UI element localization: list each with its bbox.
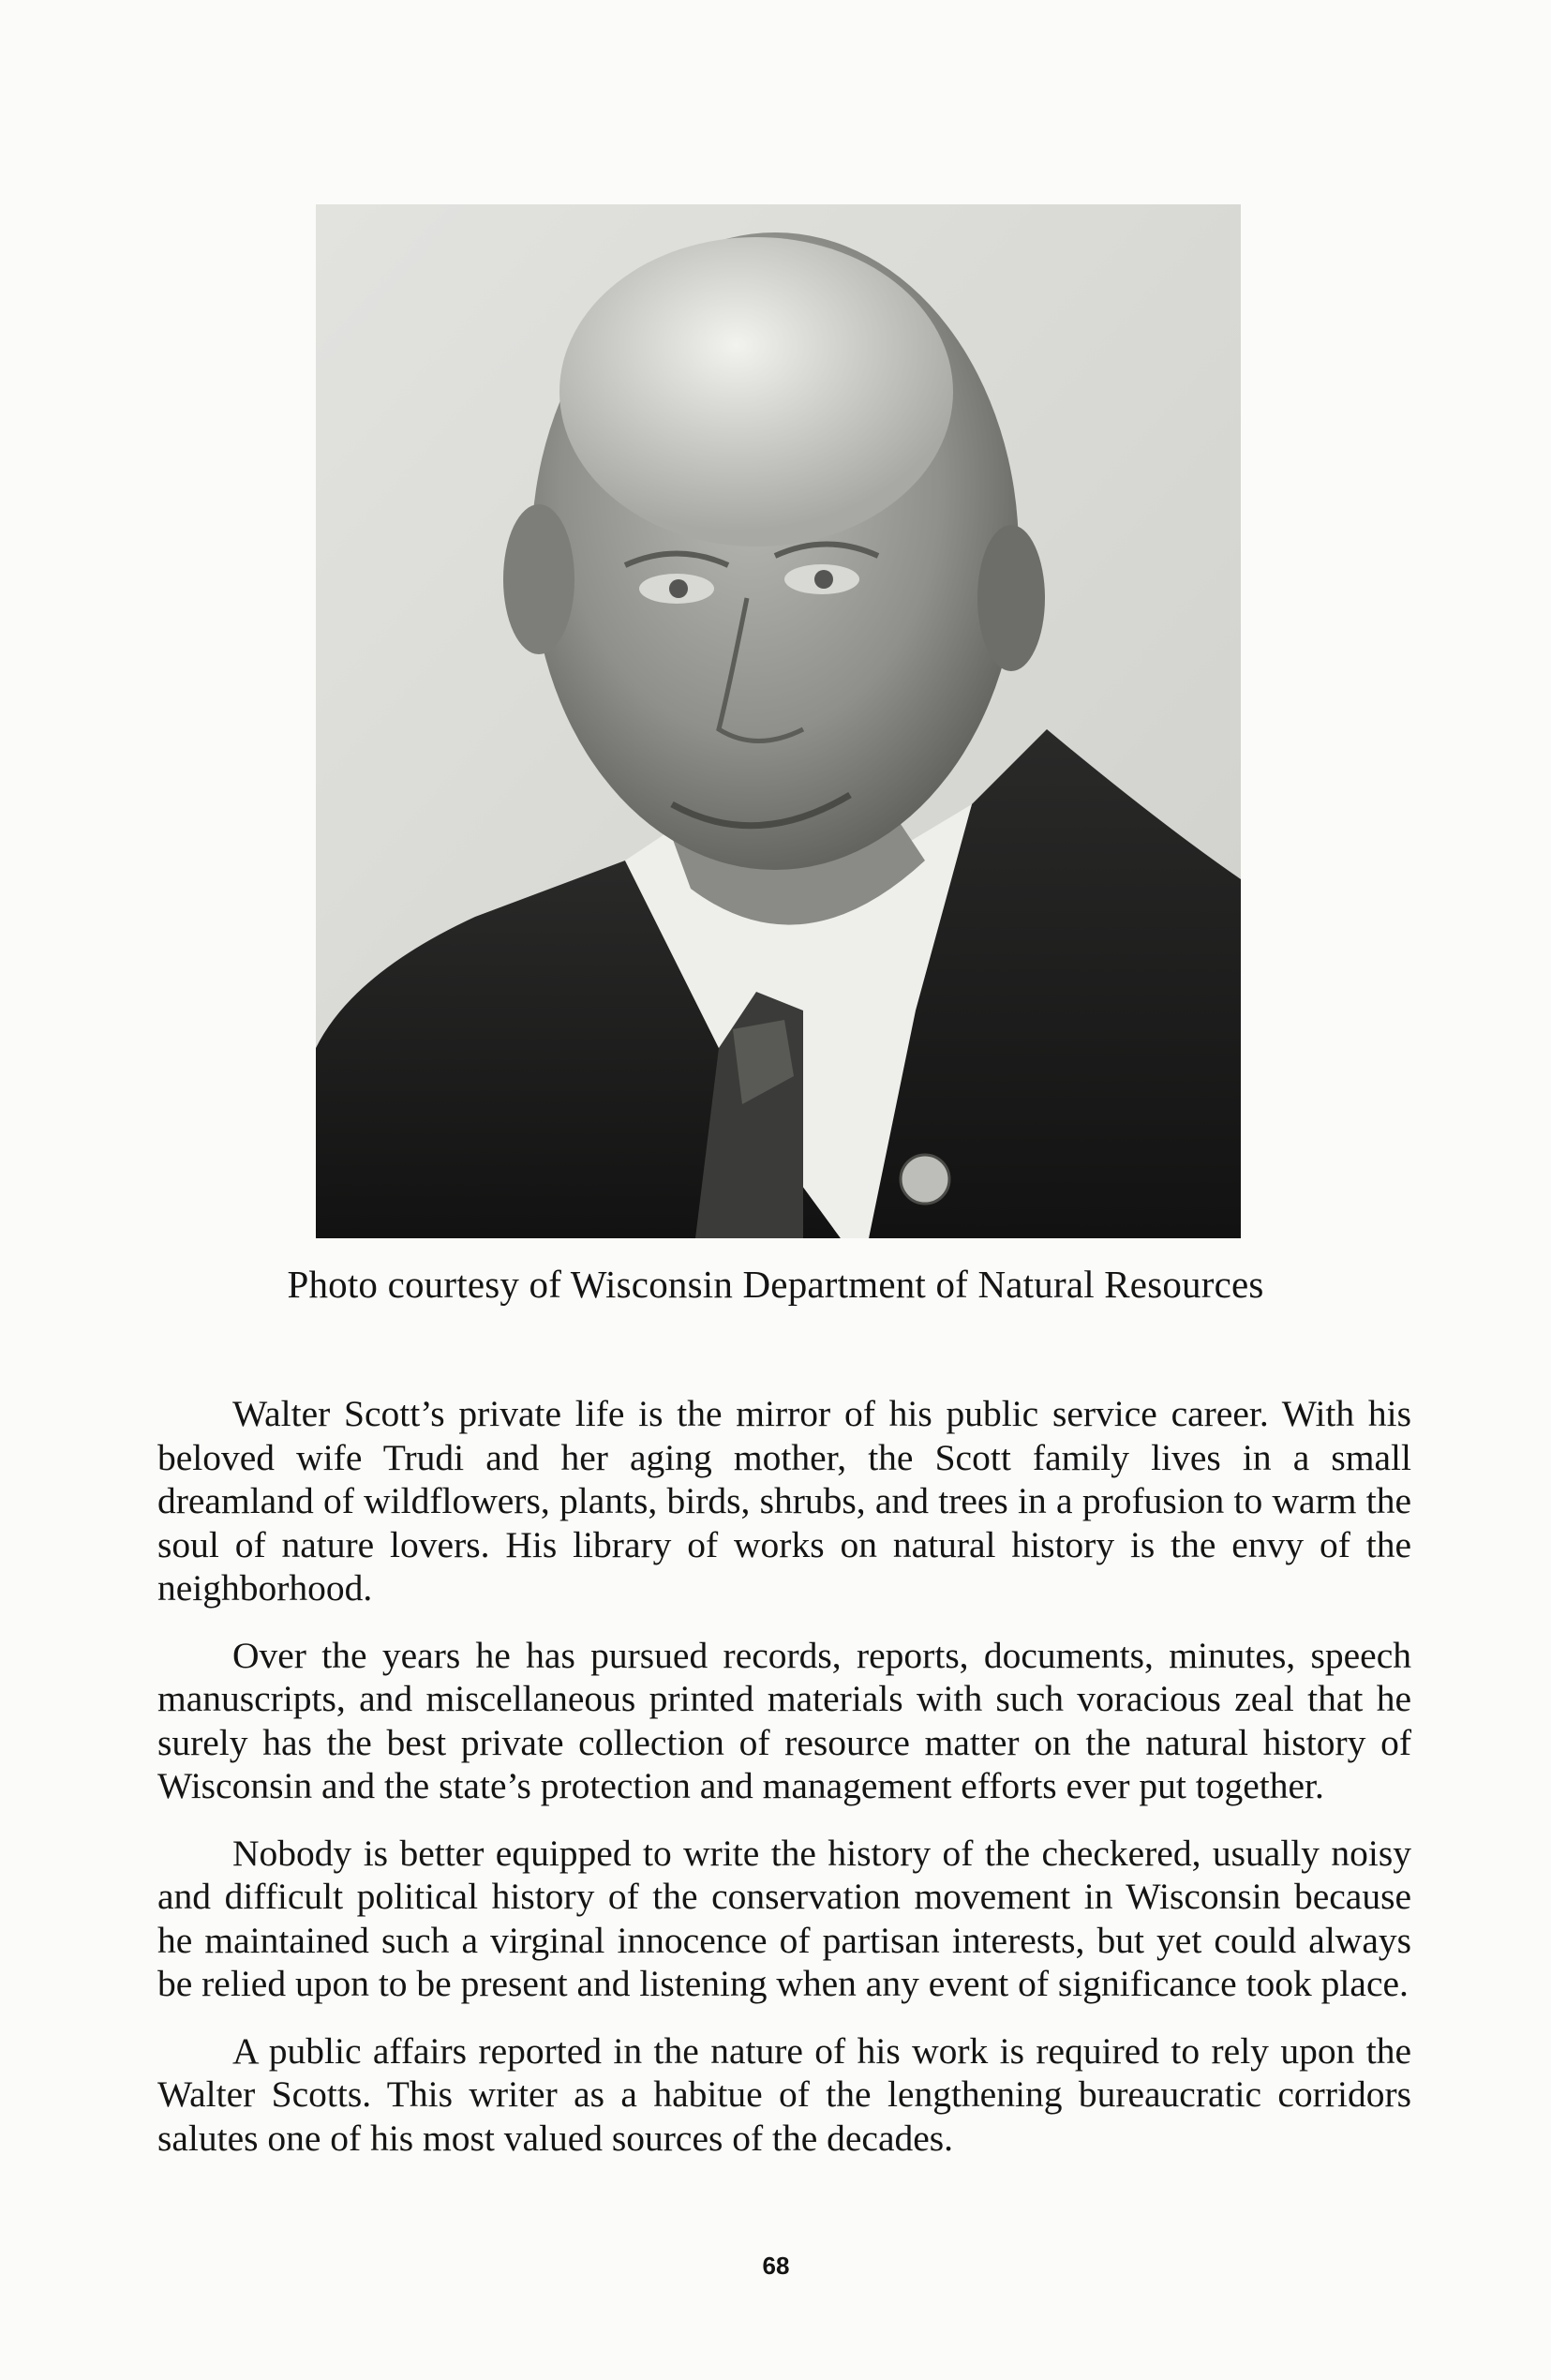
portrait-image	[316, 204, 1241, 1238]
paragraph: Walter Scott’s private life is the mirror of his public service career. With his beloved wife Trudi and her aging mother, the Scott family lives in a small dreamland of wildflowers, plants, birds, shrubs, and trees in a profusion to warm the soul of nature lovers. His library of works on natural history is the envy of the neighborhood.	[157, 1393, 1411, 1609]
article-body	[157, 1392, 1411, 2183]
paragraph: A public affairs reported in the nature of his work is required to rely upon the Walter Scotts. This writer as a habitue of the lengthening bureaucratic corridors salutes one of his most valued sources of the decades.	[157, 2029, 1411, 2159]
photo-caption: Photo courtesy of Wisconsin Department of Natural Resources	[287, 1263, 1264, 1306]
portrait-photo	[316, 204, 1241, 1238]
page-number: 68	[762, 2252, 790, 2280]
paragraph: Nobody is better equipped to write the history of the checkered, usually noisy and difficult political history of the conservation movement in Wisconsin because he maintained such a virginal innocence of partisan interests, but yet could always be relied upon to be present and listening when any event of significance took place.	[157, 1832, 1411, 2004]
paragraph: Over the years he has pursued records, reports, documents, minutes, speech manuscripts, and miscellaneous printed materials with such voracious zeal that he surely has the best private collection of resource matter on the natural history of Wisconsin and the state’s protection and management efforts ever put together.	[157, 1634, 1411, 1806]
